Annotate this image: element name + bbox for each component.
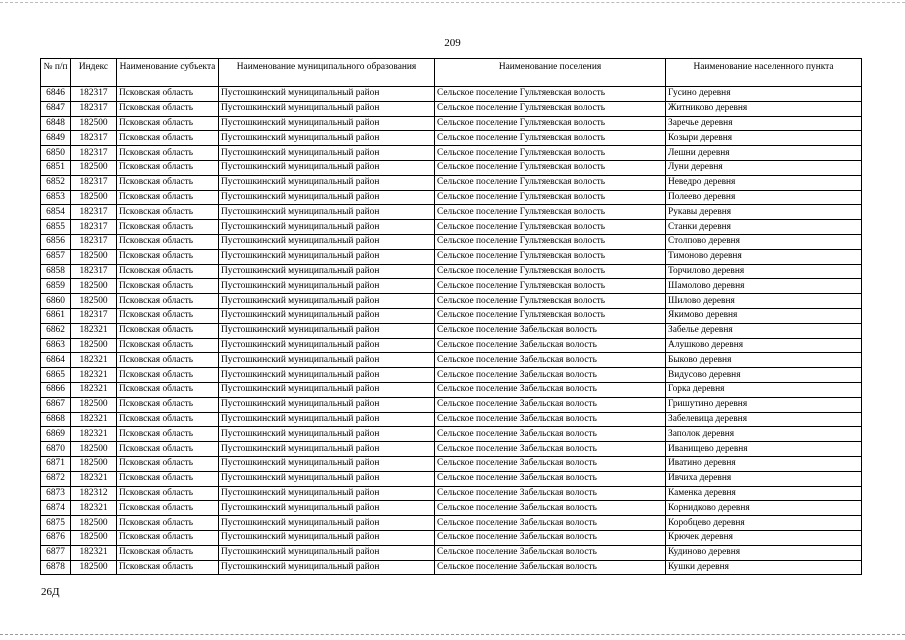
cell-settlement: Сельское поселение Гультяевская волость [435, 220, 666, 235]
cell-index: 182500 [71, 249, 117, 264]
table-row [41, 471, 862, 486]
cell-settlement: Сельское поселение Гультяевская волость [435, 249, 666, 264]
cell-municipality: Пустошкинский муниципальный район [219, 456, 435, 471]
cell-municipality: Пустошкинский муниципальный район [219, 131, 435, 146]
cell-index: 182317 [71, 308, 117, 323]
cell-locality: Заполок деревня [666, 427, 862, 442]
cell-municipality: Пустошкинский муниципальный район [219, 87, 435, 102]
table-row [41, 427, 862, 442]
cell-locality: Столпово деревня [666, 234, 862, 249]
table-row [41, 116, 862, 131]
cell-municipality: Пустошкинский муниципальный район [219, 234, 435, 249]
cell-settlement: Сельское поселение Забельская волость [435, 338, 666, 353]
cell-settlement: Сельское поселение Забельская волость [435, 382, 666, 397]
column-header-number: № п/п [41, 59, 71, 87]
table-row [41, 220, 862, 235]
cell-index: 182321 [71, 412, 117, 427]
cell-subject: Псковская область [117, 234, 219, 249]
cell-number: 6854 [41, 205, 71, 220]
cell-settlement: Сельское поселение Забельская волость [435, 456, 666, 471]
cell-index: 182317 [71, 131, 117, 146]
cell-locality: Видусово деревня [666, 368, 862, 383]
table-row [41, 456, 862, 471]
cell-settlement: Сельское поселение Гультяевская волость [435, 190, 666, 205]
cell-settlement: Сельское поселение Забельская волость [435, 560, 666, 575]
table-row [41, 516, 862, 531]
cell-subject: Псковская область [117, 516, 219, 531]
cell-municipality: Пустошкинский муниципальный район [219, 471, 435, 486]
cell-locality: Ивчиха деревня [666, 471, 862, 486]
cell-settlement: Сельское поселение Забельская волость [435, 397, 666, 412]
cell-settlement: Сельское поселение Забельская волость [435, 516, 666, 531]
cell-subject: Псковская область [117, 545, 219, 560]
cell-locality: Иванищево деревня [666, 442, 862, 457]
cell-number: 6849 [41, 131, 71, 146]
table-row [41, 382, 862, 397]
cell-municipality: Пустошкинский муниципальный район [219, 486, 435, 501]
cell-subject: Псковская область [117, 308, 219, 323]
cell-municipality: Пустошкинский муниципальный район [219, 323, 435, 338]
column-header-settlement: Наименование поселения [435, 59, 666, 87]
cell-municipality: Пустошкинский муниципальный район [219, 545, 435, 560]
cell-index: 182500 [71, 397, 117, 412]
cell-settlement: Сельское поселение Гультяевская волость [435, 146, 666, 161]
cell-subject: Псковская область [117, 397, 219, 412]
cell-locality: Гусино деревня [666, 87, 862, 102]
cell-locality: Луни деревня [666, 160, 862, 175]
cell-index: 182500 [71, 338, 117, 353]
cell-locality: Заречье деревня [666, 116, 862, 131]
cell-settlement: Сельское поселение Гультяевская волость [435, 87, 666, 102]
cell-municipality: Пустошкинский муниципальный район [219, 146, 435, 161]
column-header-subject: Наименование субъекта [117, 59, 219, 87]
cell-locality: Полеево деревня [666, 190, 862, 205]
table-row [41, 131, 862, 146]
cell-subject: Псковская область [117, 264, 219, 279]
cell-municipality: Пустошкинский муниципальный район [219, 353, 435, 368]
cell-locality: Гришутино деревня [666, 397, 862, 412]
cell-index: 182500 [71, 294, 117, 309]
table-row [41, 442, 862, 457]
table-row [41, 264, 862, 279]
cell-subject: Псковская область [117, 486, 219, 501]
cell-settlement: Сельское поселение Забельская волость [435, 353, 666, 368]
table-row [41, 101, 862, 116]
cell-number: 6861 [41, 308, 71, 323]
cell-number: 6850 [41, 146, 71, 161]
cell-subject: Псковская область [117, 175, 219, 190]
cell-settlement: Сельское поселение Гультяевская волость [435, 175, 666, 190]
cell-index: 182321 [71, 501, 117, 516]
cell-number: 6873 [41, 486, 71, 501]
cell-number: 6846 [41, 87, 71, 102]
table-row [41, 353, 862, 368]
cell-number: 6851 [41, 160, 71, 175]
column-header-municipality: Наименование муниципального образования [219, 59, 435, 87]
cell-subject: Псковская область [117, 190, 219, 205]
table-row [41, 486, 862, 501]
cell-locality: Корнидково деревня [666, 501, 862, 516]
cell-index: 182317 [71, 175, 117, 190]
cell-index: 182321 [71, 368, 117, 383]
cell-settlement: Сельское поселение Гультяевская волость [435, 131, 666, 146]
table-header-row [41, 59, 862, 87]
cell-municipality: Пустошкинский муниципальный район [219, 382, 435, 397]
cell-locality: Неведро деревня [666, 175, 862, 190]
cell-subject: Псковская область [117, 87, 219, 102]
cell-number: 6874 [41, 501, 71, 516]
cell-number: 6867 [41, 397, 71, 412]
cell-index: 182317 [71, 205, 117, 220]
cell-settlement: Сельское поселение Забельская волость [435, 545, 666, 560]
cell-municipality: Пустошкинский муниципальный район [219, 530, 435, 545]
table-row [41, 146, 862, 161]
cell-municipality: Пустошкинский муниципальный район [219, 427, 435, 442]
cell-settlement: Сельское поселение Гультяевская волость [435, 101, 666, 116]
cell-index: 182321 [71, 353, 117, 368]
cell-number: 6877 [41, 545, 71, 560]
cell-subject: Псковская область [117, 279, 219, 294]
cell-locality: Тимоново деревня [666, 249, 862, 264]
cell-index: 182317 [71, 87, 117, 102]
cell-settlement: Сельское поселение Забельская волость [435, 323, 666, 338]
cell-index: 182500 [71, 190, 117, 205]
cell-municipality: Пустошкинский муниципальный район [219, 264, 435, 279]
cell-subject: Псковская область [117, 501, 219, 516]
cell-subject: Псковская область [117, 249, 219, 264]
cell-municipality: Пустошкинский муниципальный район [219, 101, 435, 116]
cell-number: 6848 [41, 116, 71, 131]
cell-locality: Забелье деревня [666, 323, 862, 338]
cell-municipality: Пустошкинский муниципальный район [219, 160, 435, 175]
cell-settlement: Сельское поселение Гультяевская волость [435, 294, 666, 309]
cell-number: 6860 [41, 294, 71, 309]
cell-subject: Псковская область [117, 456, 219, 471]
cell-settlement: Сельское поселение Забельская волость [435, 442, 666, 457]
cell-number: 6855 [41, 220, 71, 235]
table-row [41, 160, 862, 175]
cell-subject: Псковская область [117, 146, 219, 161]
cell-number: 6866 [41, 382, 71, 397]
cell-number: 6864 [41, 353, 71, 368]
cell-subject: Псковская область [117, 160, 219, 175]
table-row [41, 234, 862, 249]
table-row [41, 279, 862, 294]
table-row [41, 249, 862, 264]
cell-subject: Псковская область [117, 530, 219, 545]
cell-index: 182317 [71, 234, 117, 249]
cell-number: 6872 [41, 471, 71, 486]
cell-settlement: Сельское поселение Забельская волость [435, 412, 666, 427]
cell-number: 6869 [41, 427, 71, 442]
cell-municipality: Пустошкинский муниципальный район [219, 501, 435, 516]
cell-index: 182317 [71, 220, 117, 235]
table-row [41, 308, 862, 323]
cell-locality: Торчилово деревня [666, 264, 862, 279]
cell-subject: Псковская область [117, 442, 219, 457]
cell-index: 182321 [71, 545, 117, 560]
cell-settlement: Сельское поселение Забельская волость [435, 486, 666, 501]
cell-subject: Псковская область [117, 412, 219, 427]
cell-locality: Житниково деревня [666, 101, 862, 116]
cell-number: 6853 [41, 190, 71, 205]
cell-municipality: Пустошкинский муниципальный район [219, 220, 435, 235]
table-row [41, 190, 862, 205]
cell-municipality: Пустошкинский муниципальный район [219, 190, 435, 205]
cell-index: 182321 [71, 471, 117, 486]
settlement-registry-table [40, 58, 862, 575]
cell-index: 182500 [71, 442, 117, 457]
cell-subject: Псковская область [117, 101, 219, 116]
column-header-index: Индекс [71, 59, 117, 87]
cell-number: 6852 [41, 175, 71, 190]
scan-edge-bottom [0, 634, 905, 635]
cell-municipality: Пустошкинский муниципальный район [219, 397, 435, 412]
table-row [41, 530, 862, 545]
cell-index: 182500 [71, 456, 117, 471]
scan-edge-top [0, 2, 905, 3]
table-row [41, 368, 862, 383]
table-row [41, 323, 862, 338]
cell-subject: Псковская область [117, 323, 219, 338]
cell-number: 6875 [41, 516, 71, 531]
cell-settlement: Сельское поселение Гультяевская волость [435, 264, 666, 279]
table-row [41, 545, 862, 560]
cell-locality: Шамолово деревня [666, 279, 862, 294]
table-row [41, 501, 862, 516]
cell-settlement: Сельское поселение Забельская волость [435, 530, 666, 545]
cell-locality: Забелевица деревня [666, 412, 862, 427]
cell-municipality: Пустошкинский муниципальный район [219, 368, 435, 383]
footer-note: 26Д [41, 586, 60, 598]
cell-subject: Псковская область [117, 427, 219, 442]
cell-settlement: Сельское поселение Гультяевская волость [435, 205, 666, 220]
cell-locality: Коробцево деревня [666, 516, 862, 531]
cell-municipality: Пустошкинский муниципальный район [219, 516, 435, 531]
cell-number: 6847 [41, 101, 71, 116]
cell-locality: Иватино деревня [666, 456, 862, 471]
cell-number: 6871 [41, 456, 71, 471]
cell-number: 6863 [41, 338, 71, 353]
cell-subject: Псковская область [117, 205, 219, 220]
cell-settlement: Сельское поселение Забельская волость [435, 427, 666, 442]
cell-index: 182317 [71, 264, 117, 279]
cell-index: 182500 [71, 279, 117, 294]
cell-subject: Псковская область [117, 471, 219, 486]
cell-municipality: Пустошкинский муниципальный район [219, 442, 435, 457]
cell-settlement: Сельское поселение Забельская волость [435, 501, 666, 516]
cell-locality: Крючек деревня [666, 530, 862, 545]
cell-index: 182500 [71, 560, 117, 575]
cell-subject: Псковская область [117, 294, 219, 309]
cell-locality: Якимово деревня [666, 308, 862, 323]
cell-number: 6876 [41, 530, 71, 545]
cell-locality: Кудиново деревня [666, 545, 862, 560]
cell-index: 182500 [71, 160, 117, 175]
cell-municipality: Пустошкинский муниципальный район [219, 338, 435, 353]
cell-settlement: Сельское поселение Забельская волость [435, 471, 666, 486]
cell-municipality: Пустошкинский муниципальный район [219, 175, 435, 190]
cell-index: 182317 [71, 101, 117, 116]
cell-index: 182500 [71, 516, 117, 531]
cell-municipality: Пустошкинский муниципальный район [219, 205, 435, 220]
cell-number: 6862 [41, 323, 71, 338]
cell-subject: Псковская область [117, 131, 219, 146]
table-row [41, 175, 862, 190]
cell-locality: Каменка деревня [666, 486, 862, 501]
cell-number: 6856 [41, 234, 71, 249]
cell-municipality: Пустошкинский муниципальный район [219, 294, 435, 309]
table-row [41, 397, 862, 412]
cell-settlement: Сельское поселение Гультяевская волость [435, 160, 666, 175]
table-row [41, 87, 862, 102]
cell-locality: Быково деревня [666, 353, 862, 368]
cell-locality: Шилово деревня [666, 294, 862, 309]
cell-locality: Алушково деревня [666, 338, 862, 353]
table-row [41, 205, 862, 220]
cell-subject: Псковская область [117, 382, 219, 397]
cell-municipality: Пустошкинский муниципальный район [219, 412, 435, 427]
cell-settlement: Сельское поселение Гультяевская волость [435, 234, 666, 249]
cell-subject: Псковская область [117, 560, 219, 575]
cell-index: 182321 [71, 382, 117, 397]
table-row [41, 338, 862, 353]
cell-number: 6870 [41, 442, 71, 457]
page-number: 209 [444, 37, 461, 49]
table-row [41, 560, 862, 575]
cell-index: 182500 [71, 116, 117, 131]
table-body [41, 87, 862, 575]
cell-index: 182312 [71, 486, 117, 501]
cell-number: 6878 [41, 560, 71, 575]
cell-municipality: Пустошкинский муниципальный район [219, 249, 435, 264]
cell-locality: Козыри деревня [666, 131, 862, 146]
table-row [41, 294, 862, 309]
cell-subject: Псковская область [117, 353, 219, 368]
cell-municipality: Пустошкинский муниципальный район [219, 279, 435, 294]
cell-subject: Псковская область [117, 338, 219, 353]
cell-index: 182321 [71, 323, 117, 338]
cell-subject: Псковская область [117, 116, 219, 131]
cell-settlement: Сельское поселение Гультяевская волость [435, 308, 666, 323]
cell-number: 6859 [41, 279, 71, 294]
cell-index: 182500 [71, 530, 117, 545]
cell-number: 6868 [41, 412, 71, 427]
cell-number: 6858 [41, 264, 71, 279]
cell-subject: Псковская область [117, 368, 219, 383]
cell-subject: Псковская область [117, 220, 219, 235]
cell-number: 6857 [41, 249, 71, 264]
cell-settlement: Сельское поселение Забельская волость [435, 368, 666, 383]
cell-locality: Лешни деревня [666, 146, 862, 161]
cell-municipality: Пустошкинский муниципальный район [219, 116, 435, 131]
cell-locality: Рукавы деревня [666, 205, 862, 220]
table-row [41, 412, 862, 427]
cell-locality: Кушки деревня [666, 560, 862, 575]
cell-index: 182317 [71, 146, 117, 161]
cell-settlement: Сельское поселение Гультяевская волость [435, 116, 666, 131]
cell-settlement: Сельское поселение Гультяевская волость [435, 279, 666, 294]
cell-locality: Горка деревня [666, 382, 862, 397]
cell-municipality: Пустошкинский муниципальный район [219, 560, 435, 575]
cell-municipality: Пустошкинский муниципальный район [219, 308, 435, 323]
column-header-locality: Наименование населенного пункта [666, 59, 862, 87]
cell-locality: Станки деревня [666, 220, 862, 235]
cell-number: 6865 [41, 368, 71, 383]
cell-index: 182321 [71, 427, 117, 442]
